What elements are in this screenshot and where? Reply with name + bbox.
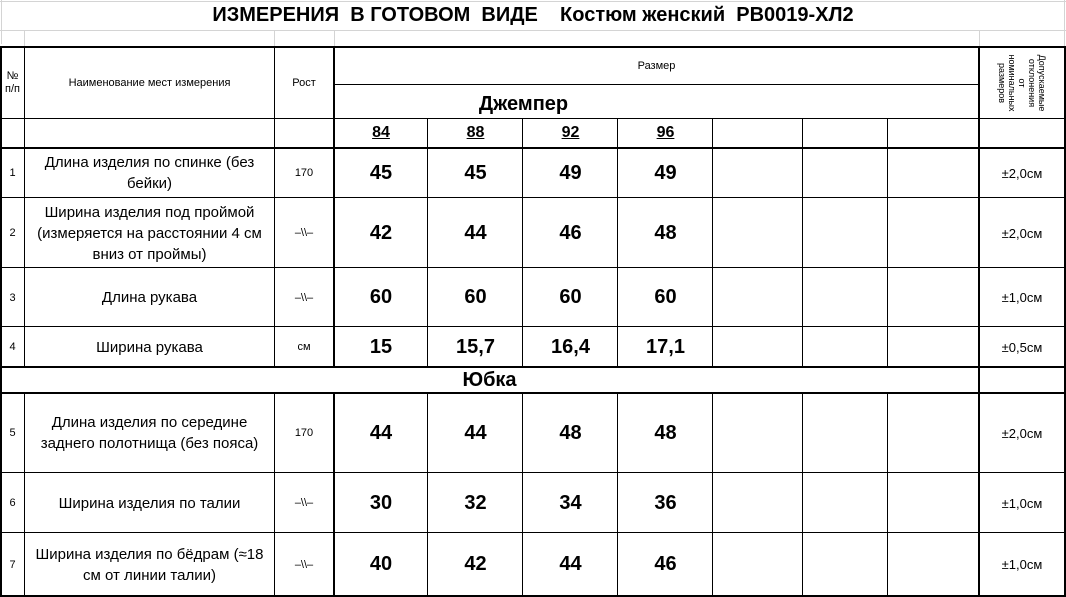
- size-value: 44: [464, 221, 487, 244]
- table-border: [802, 393, 803, 597]
- table-border: [274, 46, 275, 367]
- table-border: [0, 118, 1066, 119]
- size-value: 60: [369, 286, 393, 308]
- table-border: [333, 46, 335, 367]
- tolerance-value: ±2,0см: [1001, 425, 1043, 441]
- table-border: [334, 84, 979, 85]
- table-border: [887, 118, 888, 367]
- table-border: [427, 118, 428, 367]
- tolerance-value: ±1,0см: [1001, 557, 1043, 572]
- size-value: 60: [464, 286, 487, 308]
- size-value: 42: [369, 221, 393, 244]
- size-value: 48: [654, 221, 677, 244]
- header-tolerance: Допускаемые отклонения от номинальных размеров: [997, 54, 1047, 112]
- tolerance-value: ±2,0см: [1001, 165, 1043, 181]
- rost-value: –\\–: [294, 558, 314, 571]
- table-border: [24, 46, 25, 367]
- header-num: № п/п: [5, 69, 20, 95]
- size-value: 44: [464, 421, 487, 444]
- table-border: [522, 393, 523, 597]
- size-value: 30: [369, 491, 393, 514]
- row-number: 3: [9, 291, 16, 304]
- rost-value: 170: [294, 167, 314, 179]
- size-header: 84: [372, 124, 390, 141]
- row-number: 7: [9, 558, 16, 571]
- size-value: 45: [464, 161, 487, 184]
- size-value: 15: [369, 335, 393, 358]
- table-border: [617, 393, 618, 597]
- size-value: 48: [559, 421, 582, 444]
- header-size: Размер: [637, 59, 676, 72]
- sheet-title: ИЗМЕРЕНИЯ В ГОТОВОМ ВИДЕ Костюм женский PB0019-ХЛ2: [212, 3, 854, 26]
- table-border: [712, 118, 713, 367]
- size-value: 45: [369, 161, 393, 184]
- size-value: 42: [464, 553, 487, 575]
- measurement-name: Ширина рукава: [96, 338, 203, 356]
- table-border: [0, 392, 1066, 394]
- header-rost: Рост: [292, 76, 316, 89]
- tolerance-value: ±1,0см: [1001, 495, 1043, 511]
- table-border: [0, 267, 1066, 268]
- rost-value: см: [297, 341, 311, 353]
- size-value: 48: [654, 421, 677, 444]
- size-value: 60: [654, 286, 677, 308]
- size-header: 96: [656, 124, 675, 141]
- measurement-name: Длина изделия по середине заднего полотнища (без пояса): [40, 414, 259, 452]
- rost-value: –\\–: [294, 227, 314, 239]
- gridline: [334, 30, 335, 46]
- table-border: [24, 393, 25, 597]
- row-number: 1: [9, 167, 16, 179]
- gridline: [0, 30, 1066, 31]
- rost-value: –\\–: [294, 497, 314, 509]
- table-border: [0, 472, 1066, 473]
- table-border: [0, 197, 1066, 198]
- table-border: [427, 393, 428, 597]
- measurement-name: Ширина изделия под проймой (измеряется на расстоянии 4 см вниз от проймы): [37, 203, 262, 263]
- size-value: 44: [369, 421, 393, 444]
- table-border: [712, 393, 713, 597]
- row-number: 2: [9, 227, 16, 239]
- size-value: 40: [369, 553, 393, 575]
- size-value: 17,1: [646, 335, 685, 358]
- size-value: 32: [464, 491, 487, 514]
- row-number: 5: [9, 427, 16, 439]
- rost-value: –\\–: [294, 291, 314, 304]
- size-value: 46: [559, 221, 582, 244]
- size-value: 15,7: [456, 335, 495, 358]
- size-value: 44: [559, 553, 582, 575]
- section-title-jumper: Джемпер: [478, 92, 569, 115]
- tolerance-value: ±1,0см: [1001, 290, 1043, 305]
- table-border: [522, 118, 523, 367]
- tolerance-value: ±2,0см: [1001, 225, 1043, 241]
- gridline: [274, 30, 275, 46]
- rost-value: 170: [294, 427, 314, 439]
- header-name: Наименование мест измерения: [68, 76, 231, 89]
- table-border: [802, 118, 803, 367]
- table-border: [617, 118, 618, 367]
- size-value: 46: [654, 553, 677, 575]
- table-border: [0, 366, 1066, 368]
- tolerance-value: ±0,5см: [1001, 339, 1043, 355]
- size-header: 92: [561, 124, 580, 141]
- size-value: 16,4: [551, 335, 590, 358]
- gridline: [24, 30, 25, 46]
- size-value: 60: [559, 286, 582, 308]
- measurement-name: Ширина изделия по бёдрам (≈18 см от линии талии): [35, 545, 264, 584]
- table-border: [0, 532, 1066, 533]
- size-value: 49: [559, 161, 582, 184]
- size-value: 36: [654, 491, 677, 514]
- table-border: [978, 46, 980, 597]
- measurement-name: Длина изделия по спинке (без бейки): [44, 154, 255, 192]
- gridline: [979, 30, 980, 46]
- size-value: 34: [559, 491, 582, 514]
- size-header: 88: [466, 124, 485, 141]
- row-number: 6: [9, 497, 16, 509]
- measurement-name: Длина рукава: [101, 289, 198, 306]
- table-border: [0, 326, 1066, 327]
- table-border: [333, 393, 335, 597]
- table-border: [0, 46, 2, 597]
- table-border: [274, 393, 275, 597]
- section-title-skirt: Юбка: [462, 368, 517, 391]
- table-border: [0, 46, 1066, 48]
- table-border: [0, 147, 1066, 149]
- measurement-name: Ширина изделия по талии: [58, 494, 241, 512]
- table-border: [887, 393, 888, 597]
- row-number: 4: [9, 341, 16, 353]
- size-value: 49: [654, 161, 677, 184]
